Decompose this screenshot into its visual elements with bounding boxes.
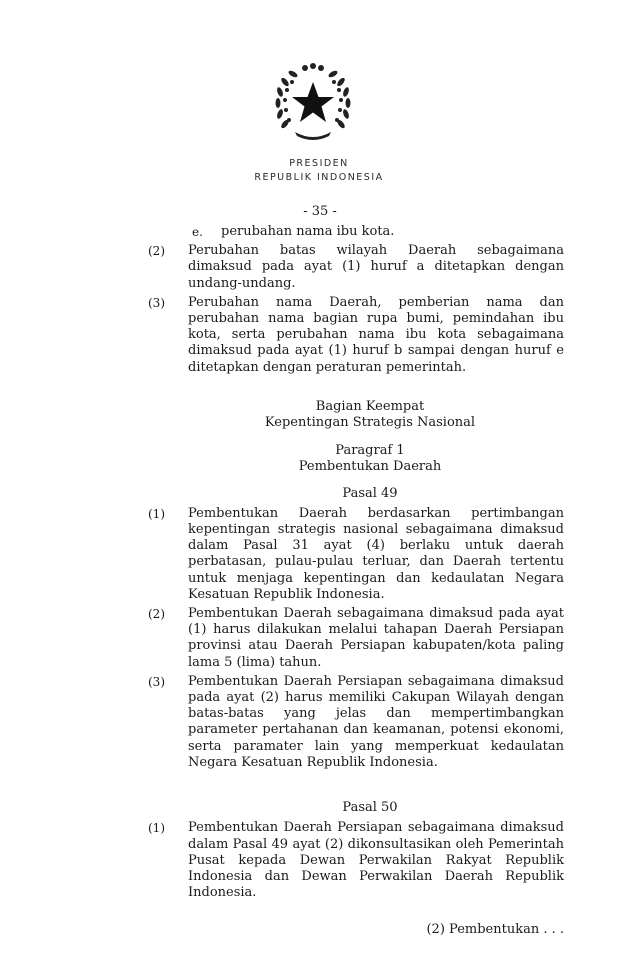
list-item	[148, 606, 564, 671]
item-text: Pembentukan Daerah berdasarkan pertimbangan kepentingan strategis nasional sebagaimana dimaksud dalam Pasal 31 ayat (4) berlaku untuk daerah perbatasan, pulau-pulau terluar, dan Daerah tertentu untuk menjaga kepentingan dan kedaulatan Negara Kesatuan Republik Indonesia.	[188, 505, 564, 602]
header-republic: REPUBLIK INDONESIA	[254, 172, 384, 183]
item-text: Perubahan batas wilayah Daerah sebagaimana dimaksud pada ayat (1) huruf a ditetapkan dengan undang-undang.	[188, 243, 564, 291]
item-number: (1)	[148, 821, 165, 836]
section-title: Kepentingan Strategis Nasional	[264, 415, 476, 431]
item-text: Pembentukan Daerah Persiapan sebagaimana dimaksud dalam Pasal 49 ayat (2) dikonsultasikan oleh Pemerintah Pusat kepada Dewan Perwakilan Rakyat Republik Indonesia dan Dewan Perwakilan Daerah Republik Indonesia.	[188, 820, 564, 901]
page-number: - 35 -	[303, 204, 337, 219]
paragraph-heading: Paragraf 1	[335, 443, 405, 459]
item-text: perubahan nama ibu kota.	[221, 224, 395, 239]
item-number: (3)	[148, 295, 165, 310]
emblem-icon	[271, 62, 355, 144]
list-item	[148, 295, 564, 376]
list-item	[148, 506, 564, 603]
section-heading: Bagian Keempat	[315, 398, 425, 414]
item-number: (3)	[148, 674, 165, 689]
list-item	[148, 243, 564, 292]
article-title: Pasal 49	[342, 485, 398, 501]
list-item	[148, 674, 564, 771]
paragraph-title: Pembentukan Daerah	[298, 459, 442, 475]
item-number: e.	[192, 225, 203, 239]
item-number: (2)	[148, 607, 165, 622]
item-text: Perubahan nama Daerah, pemberian nama dan perubahan nama bagian rupa bumi, pemindahan ibu kota, serta perubahan nama ibu kota sebagaimana dimaksud pada ayat (1) huruf b sampai dengan huruf e ditetapkan dengan peraturan pemerintah.	[188, 294, 564, 375]
article-title: Pasal 50	[342, 800, 398, 816]
list-item	[148, 224, 564, 240]
item-number: (2)	[148, 244, 165, 259]
item-text: Pembentukan Daerah Persiapan sebagaimana dimaksud pada ayat (2) harus memiliki Cakupan Wilayah dengan batas-batas yang jelas dan mempertimbangkan parameter pertahanan dan keamanan, potensi ekonomi, serta paramater lain yang memperkuat kedaulatan Negara Kesatuan Republik Indonesia.	[188, 673, 564, 770]
catchword: (2) Pembentukan . . .	[426, 922, 564, 938]
item-number: (1)	[148, 506, 165, 521]
document-body	[148, 224, 564, 939]
item-text: Pembentukan Daerah sebagaimana dimaksud pada ayat (1) harus dilakukan melalui tahapan Daerah Persiapan provinsi atau Daerah Persiapan kabupaten/kota paling lama 5 (lima) tahun.	[188, 606, 564, 670]
header-president: PRESIDEN	[289, 158, 349, 169]
list-item	[148, 820, 564, 901]
